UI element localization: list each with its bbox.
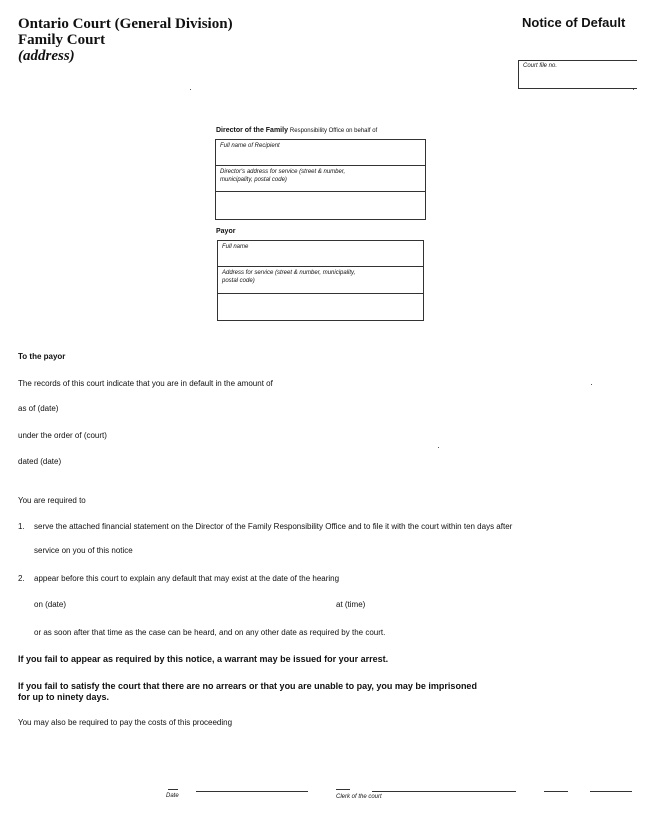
court-file-number-label: Court file no.	[523, 63, 558, 69]
form-title: Notice of Default	[522, 15, 626, 30]
payor-name-field[interactable]	[218, 241, 423, 267]
date-signature-line[interactable]	[196, 791, 308, 792]
stray-mark	[190, 89, 191, 90]
court-address-field[interactable]: (address)	[18, 48, 75, 64]
director-box	[215, 139, 426, 220]
clerk-line-tick	[336, 789, 350, 790]
item1-text: serve the attached financial statement on the Director of the Family Responsibility Office and to file it with the court within ten days after	[34, 522, 513, 531]
payor-section-label: Payor	[216, 228, 236, 235]
director-address-label: Director's address for service (street & number, municipality, postal code)	[220, 169, 346, 183]
signature-line-segment	[590, 791, 632, 792]
date-line-tick	[168, 789, 178, 790]
item1-text-continued: service on you of this notice	[34, 546, 133, 555]
to-payor-heading: To the payor	[18, 352, 66, 361]
recipient-name-field[interactable]	[216, 140, 425, 166]
item2-text-continued: or as soon after that time as the case can be heard, and on any other date as required by the court.	[34, 628, 386, 637]
item2-number: 2.	[18, 574, 25, 583]
item1-number: 1.	[18, 522, 25, 531]
costs-note: You may also be required to pay the costs of this proceeding	[18, 718, 233, 727]
stray-mark	[438, 447, 439, 448]
as-of-date-field[interactable]: as of (date)	[18, 404, 59, 413]
records-line: The records of this court indicate that you are in default in the amount of	[18, 379, 273, 388]
payor-name-label: Full name	[222, 244, 249, 250]
arrest-warning: If you fail to appear as required by this notice, a warrant may be issued for your arrest.	[18, 654, 389, 664]
stray-mark	[633, 89, 634, 90]
imprisonment-warning: If you fail to satisfy the court that there are no arrears or that you are unable to pay, you may be imprisoned	[18, 681, 477, 691]
required-heading: You are required to	[18, 496, 86, 505]
recipient-name-label: Full name of Recipient	[220, 143, 280, 149]
court-name: Ontario Court (General Division)	[18, 16, 233, 32]
payor-address-label: Address for service (street & number, municipality, postal code)	[222, 270, 356, 284]
date-label: Date	[166, 793, 179, 799]
court-order-field[interactable]: under the order of (court)	[18, 431, 107, 440]
payor-box	[217, 240, 424, 321]
clerk-label: Clerk of the court	[336, 794, 382, 800]
payor-address-field[interactable]	[218, 267, 423, 294]
hearing-date-field[interactable]: on (date)	[34, 600, 67, 609]
item2-text: appear before this court to explain any default that may exist at the date of the hearing	[34, 574, 340, 583]
clerk-signature-line[interactable]	[372, 791, 516, 792]
signature-line-segment	[544, 791, 568, 792]
director-label: Director of the Family	[216, 127, 288, 134]
court-type: Family Court	[18, 32, 106, 48]
director-address-field[interactable]	[216, 166, 425, 192]
hearing-time-field[interactable]: at (time)	[336, 600, 366, 609]
court-file-number-field[interactable]	[518, 60, 637, 89]
director-section-label	[216, 127, 377, 134]
imprisonment-warning-continued: for up to ninety days.	[18, 692, 110, 702]
stray-mark	[591, 384, 592, 385]
director-label-suffix: Responsibility Office on behalf of	[289, 128, 378, 134]
order-dated-field[interactable]: dated (date)	[18, 457, 62, 466]
